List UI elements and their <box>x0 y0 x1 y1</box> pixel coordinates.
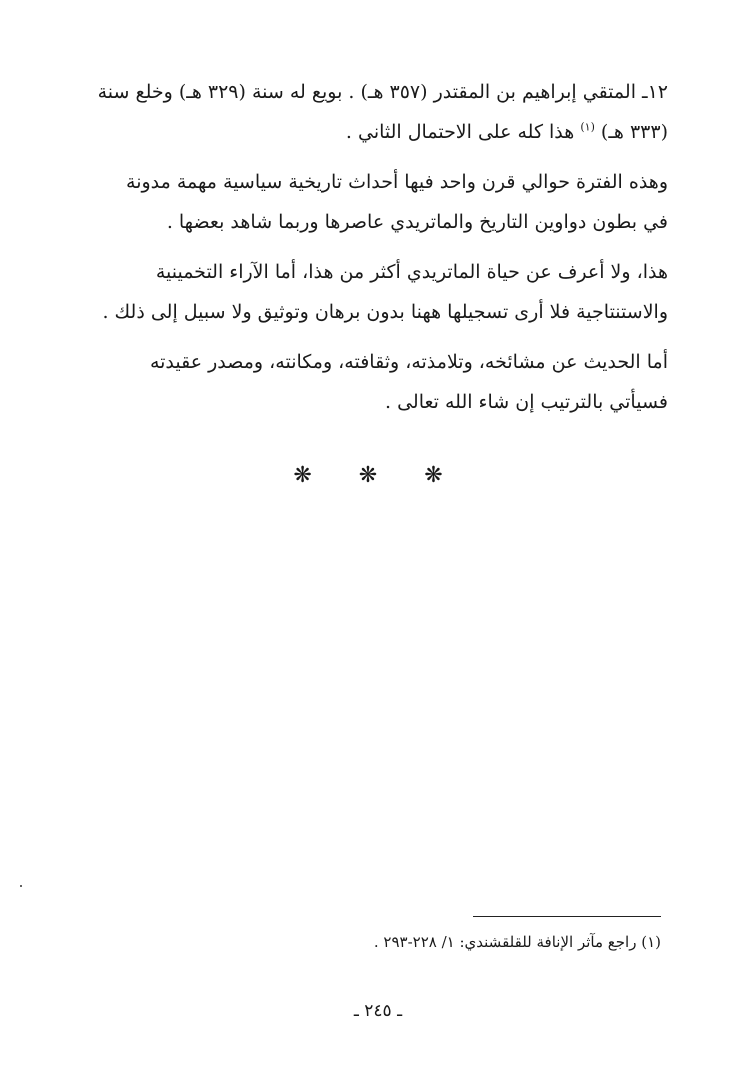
page-number: ـ ٢٤٥ ـ <box>353 1001 403 1021</box>
main-text <box>96 72 668 432</box>
paragraph-3: هذا، ولا أعرف عن حياة الماتريدي أكثر من هذا، أما الآراء التخمينية والاستنتاجية فلا أرى تسجيلها ههنا بدون برهان وتوثيق ولا سبيل إلى ذلك . <box>102 261 668 323</box>
paragraph-1-text: ١٢ـ المتقي إبراهيم بن المقتدر (٣٥٧ هـ) . بويع له سنة (٣٢٩ هـ) وخلع سنة (٣٣٣ هـ) <box>97 81 668 143</box>
section-separator-stars: ❋ ❋ ❋ <box>293 463 463 488</box>
scan-speck <box>20 885 22 887</box>
footnote-1: (١) راجع مآثر الإنافة للقلقشندي: ١/ ٢٢٨-٢٩٣ . <box>373 933 661 951</box>
footnote-reference[interactable]: (١) <box>580 120 595 134</box>
footnote-divider <box>473 916 661 917</box>
paragraph-1-text-continued: هذا كله على الاحتمال الثاني . <box>345 121 581 143</box>
paragraph-2: وهذه الفترة حوالي قرن واحد فيها أحداث تاريخية سياسية مهمة مدونة في بطون دواوين التاريخ والماتريدي عاصرها وربما شاهد بعضها . <box>126 171 668 233</box>
paragraph-4: أما الحديث عن مشائخه، وتلامذته، وثقافته، ومكانته، ومصدر عقيدته فسيأتي بالترتيب إن شاء الله تعالى . <box>149 351 668 413</box>
paragraph-1 <box>96 72 668 152</box>
